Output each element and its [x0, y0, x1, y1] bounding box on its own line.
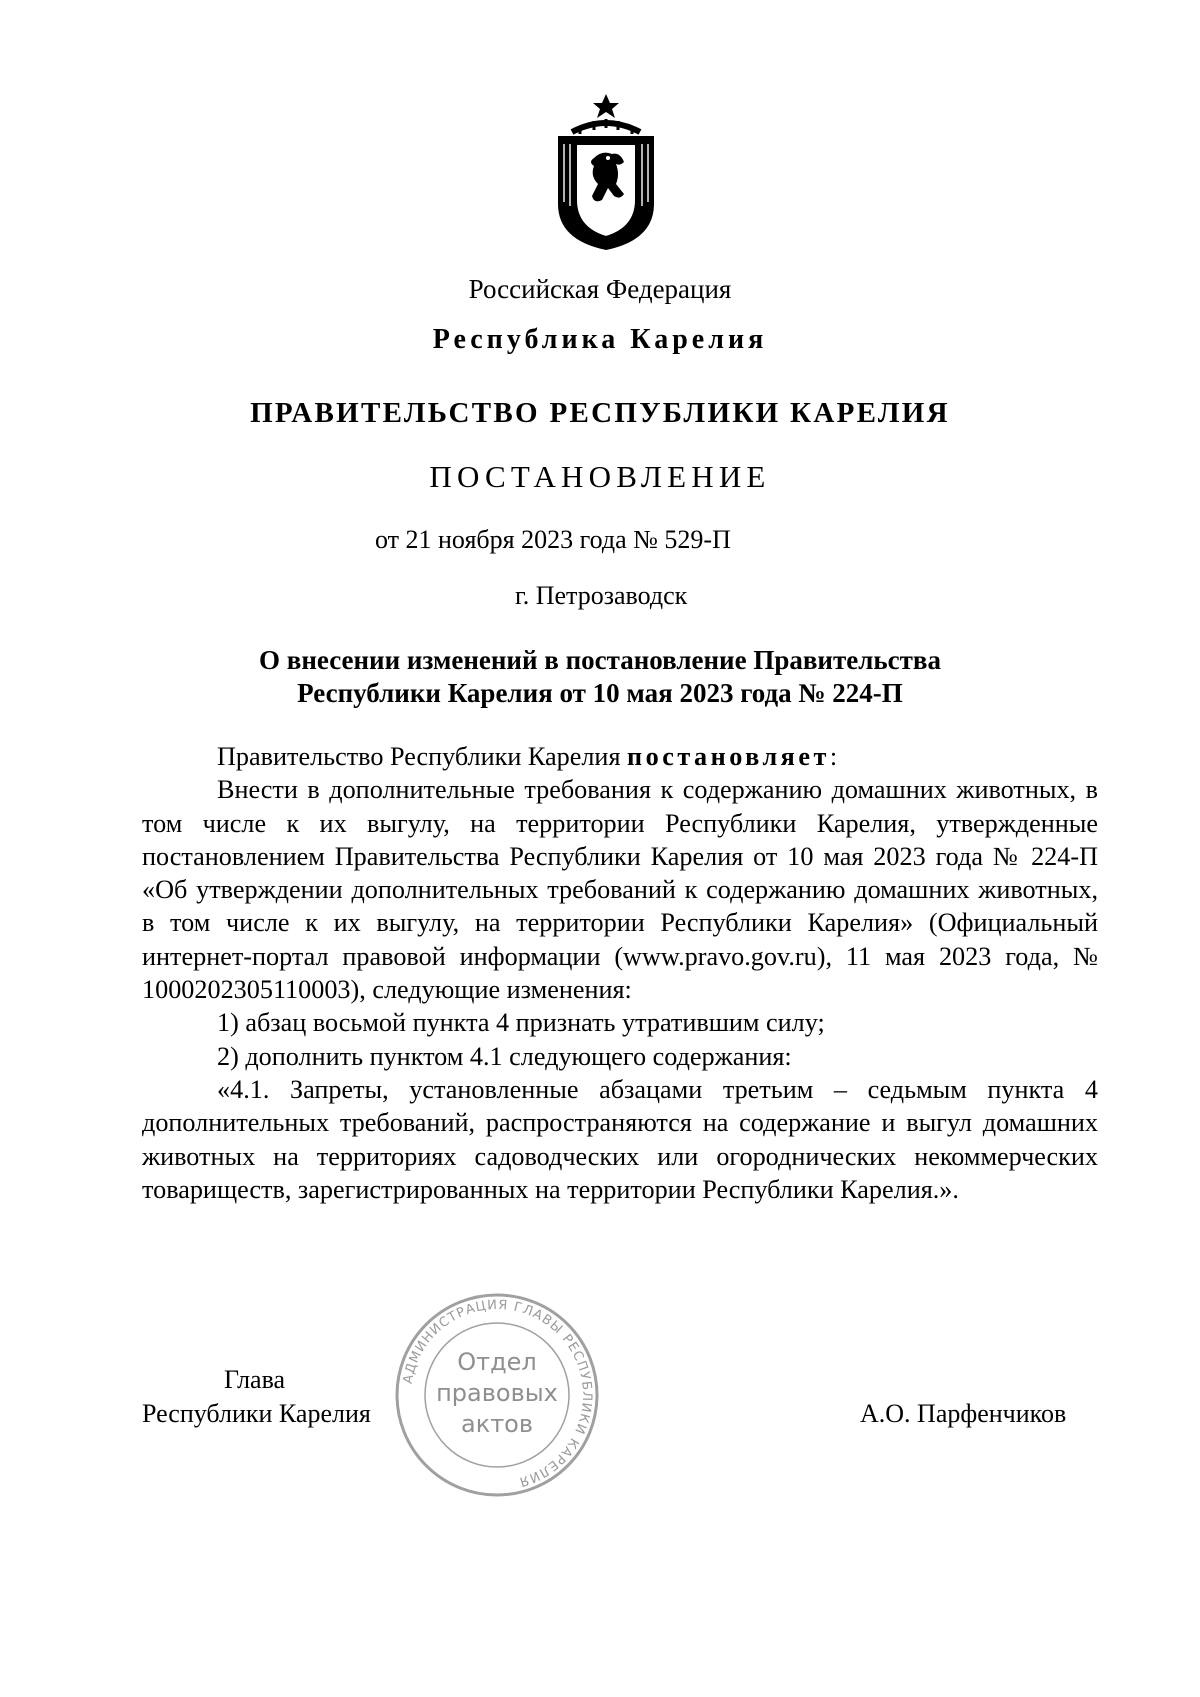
document-type: ПОСТАНОВЛЕНИЕ	[429, 459, 771, 494]
list-item-2: 2) дополнить пунктом 4.1 следующего содержания:	[217, 1041, 792, 1071]
government-name: ПРАВИТЕЛЬСТВО РЕСПУБЛИКИ КАРЕЛИЯ	[250, 397, 950, 429]
subject-line-1: О внесении изменений в постановление Правительства	[259, 645, 941, 675]
paragraph-2: «4.1. Запреты, установленные абзацами третьим – седьмым пункта 4 дополнительных требований, распространяются на содержание и выгул домашних животных на территориях садоводческих или огороднических некоммерческих товариществ, зарегистрированных на территории Республики Карелия.».	[142, 1074, 1098, 1204]
intro-text: Правительство Республики Карелия	[217, 742, 628, 771]
paragraph-1: Внести в дополнительные требования к содержанию домашних животных, в том числе к их выгулу, на территории Республики Карелия, утвержденные постановлением Правительства Республики Карелия от 10 мая 2023 года № 224-П «Об утверждении дополнительных требований к содержанию домашних животных, в том числе к их выгулу, на территории Республики Карелия» (Официальный интернет-портал правовой информации (www.pravo.gov.ru), 11 мая 2023 года, № 1000202305110003), следующие изменения:	[142, 775, 1098, 1005]
subject-line-2: Республики Карелия от 10 мая 2023 года № 224-П	[297, 678, 903, 708]
city: г. Петрозаводск	[515, 581, 688, 610]
stamp-line-2: правовых	[436, 1379, 558, 1407]
official-stamp	[392, 1290, 602, 1500]
resolves-word: постановляет	[627, 742, 830, 771]
coat-of-arms-emblem	[550, 92, 662, 252]
signatory-org: Республики Карелия	[142, 1399, 371, 1428]
signatory-title: Глава	[224, 1365, 286, 1394]
stamp-line-3: актов	[460, 1410, 534, 1438]
country-name: Российская Федерация	[468, 274, 732, 304]
document-body	[142, 740, 1098, 1206]
document-subject	[0, 644, 1200, 710]
intro-colon: :	[829, 742, 838, 771]
stamp-line-1: Отдел	[457, 1348, 537, 1376]
republic-name: Республика Карелия	[432, 324, 768, 355]
intro-paragraph	[142, 740, 1098, 773]
list-item-1: 1) абзац восьмой пункта 4 признать утратившим силу;	[217, 1008, 825, 1038]
date-number: от 21 ноября 2023 года № 529-П	[375, 525, 731, 554]
signatory-name: А.О. Парфенчиков	[860, 1399, 1067, 1428]
stamp-ring-text: АДМИНИСТРАЦИЯ ГЛАВЫ РЕСПУБЛИКИ КАРЕЛИЯ	[400, 1297, 595, 1490]
